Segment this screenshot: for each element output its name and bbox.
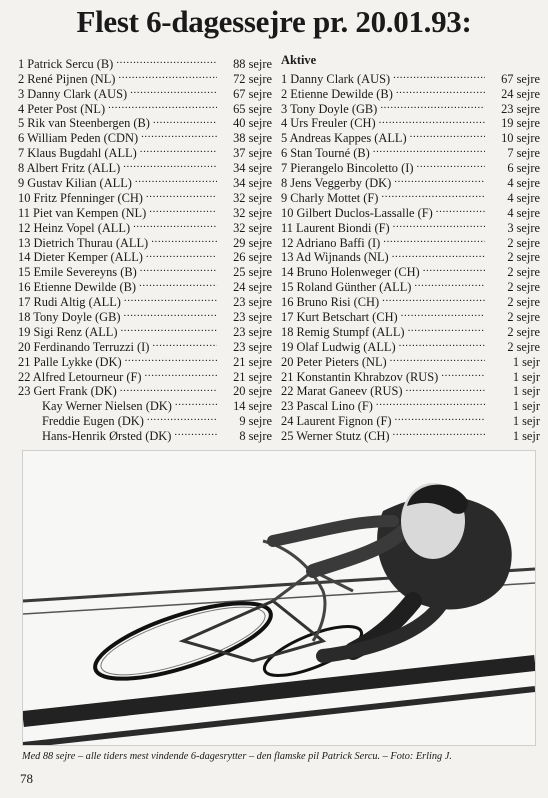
rider-name: 6 William Peden (CDN) [18, 131, 139, 146]
dot-leader [118, 68, 217, 83]
win-count: 1 sejr [512, 369, 540, 384]
rider-name: 14 Dieter Kemper (ALL) [18, 250, 143, 265]
win-count: 88 sejre [233, 56, 272, 71]
rider-name: 17 Kurt Betschart (CH) [281, 310, 398, 325]
win-count: 23 sejre [233, 310, 272, 325]
win-count: 4 sejre [507, 205, 540, 220]
cyclist-illustration [23, 451, 535, 745]
rider-name: 20 Ferdinando Terruzzi (I) [18, 339, 150, 354]
dot-leader [393, 425, 485, 440]
dot-leader [145, 366, 217, 381]
rider-name: 7 Klaus Bugdahl (ALL) [18, 146, 137, 161]
win-count: 24 sejre [233, 280, 272, 295]
win-count: 4 sejre [507, 190, 540, 205]
dot-leader [380, 98, 485, 113]
win-count: 21 sejre [233, 354, 272, 369]
rider-name: Freddie Eugen (DK) [42, 414, 144, 429]
win-count: 26 sejre [233, 250, 272, 265]
rider-name: 7 Pierangelo Bincoletto (I) [281, 161, 414, 176]
win-count: 6 sejre [507, 161, 540, 176]
dot-leader [108, 98, 217, 113]
cyclist-photo [22, 450, 536, 746]
dot-leader [175, 395, 217, 410]
win-count: 2 sejre [507, 324, 540, 339]
win-count: 2 sejre [507, 339, 540, 354]
win-count: 23 sejre [233, 324, 272, 339]
dot-leader [140, 261, 217, 276]
win-count: 29 sejre [233, 235, 272, 250]
rider-name: 16 Etienne Dewilde (B) [18, 280, 137, 295]
rider-name: 11 Piet van Kempen (NL) [18, 205, 147, 220]
rider-name: 5 Andreas Kappes (ALL) [281, 131, 407, 146]
rider-name: 11 Laurent Biondi (F) [281, 220, 390, 235]
win-count: 2 sejre [507, 310, 540, 325]
win-count: 34 sejre [233, 176, 272, 191]
rider-name: 12 Heinz Vopel (ALL) [18, 220, 131, 235]
dot-leader [423, 261, 485, 276]
win-count: 1 sejr [512, 429, 540, 444]
dot-leader [410, 127, 485, 142]
rider-name: 23 Pascal Lino (F) [281, 399, 373, 414]
win-count: 23 sejre [233, 339, 272, 354]
dot-leader [416, 157, 485, 172]
dot-leader [125, 351, 217, 366]
dot-leader [436, 202, 485, 217]
dot-leader [396, 83, 485, 98]
dot-leader [390, 351, 485, 366]
dot-leader [392, 247, 485, 262]
rider-name: 1 Danny Clark (AUS) [281, 71, 391, 86]
rider-name: Hans-Henrik Ørsted (DK) [42, 429, 172, 444]
win-count: 1 sejr [512, 354, 540, 369]
win-count: 1 sejr [512, 399, 540, 414]
rider-name: 9 Gustav Kilian (ALL) [18, 176, 132, 191]
win-count: 10 sejre [501, 131, 540, 146]
dot-leader [394, 410, 485, 425]
dot-leader [147, 410, 217, 425]
rider-name: 19 Olaf Ludwig (ALL) [281, 339, 396, 354]
list-item [281, 68, 540, 86]
win-count: 9 sejre [239, 414, 272, 429]
dot-leader [393, 68, 485, 83]
dot-leader [133, 217, 217, 232]
win-count: 23 sejre [501, 101, 540, 116]
dot-leader [124, 306, 218, 321]
rider-name: 4 Urs Freuler (CH) [281, 116, 376, 131]
win-count: 21 sejre [233, 369, 272, 384]
dot-leader [408, 321, 485, 336]
win-count: 34 sejre [233, 161, 272, 176]
win-count: 25 sejre [233, 265, 272, 280]
rider-name: 3 Tony Doyle (GB) [281, 101, 378, 116]
rider-name: 3 Danny Clark (AUS) [18, 86, 128, 101]
win-count: 72 sejre [233, 71, 272, 86]
win-count: 23 sejre [233, 295, 272, 310]
dot-leader [441, 366, 485, 381]
active-heading: Aktive [281, 53, 317, 67]
win-count: 38 sejre [233, 131, 272, 146]
dot-leader [174, 425, 217, 440]
dot-leader [130, 83, 217, 98]
rider-name: 13 Dietrich Thurau (ALL) [18, 235, 149, 250]
win-count: 1 sejr [512, 384, 540, 399]
win-count: 3 sejre [507, 220, 540, 235]
rider-name: 19 Sigi Renz (ALL) [18, 324, 118, 339]
dot-leader [393, 217, 485, 232]
dot-leader [151, 232, 217, 247]
win-count: 7 sejre [507, 146, 540, 161]
win-count: 8 sejre [239, 429, 272, 444]
win-count: 2 sejre [507, 280, 540, 295]
dot-leader [135, 172, 217, 187]
rider-name: 18 Remig Stumpf (ALL) [281, 324, 405, 339]
list-item [18, 53, 272, 71]
dot-leader [405, 381, 485, 396]
rider-name: 25 Werner Stutz (CH) [281, 429, 390, 444]
dot-leader [124, 291, 217, 306]
rider-name: 21 Palle Lykke (DK) [18, 354, 122, 369]
rider-name: 12 Adriano Baffi (I) [281, 235, 381, 250]
dot-leader [394, 172, 485, 187]
dot-leader [401, 306, 485, 321]
dot-leader [146, 247, 217, 262]
active-list [281, 53, 540, 444]
rider-name: 9 Charly Mottet (F) [281, 190, 379, 205]
rider-name: 22 Alfred Letourneur (F) [18, 369, 142, 384]
dot-leader [383, 232, 485, 247]
dot-leader [139, 276, 217, 291]
win-count: 19 sejre [501, 116, 540, 131]
rider-name: Kay Werner Nielsen (DK) [42, 399, 172, 414]
all-time-list [18, 53, 272, 444]
rider-name: 14 Bruno Holenweger (CH) [281, 265, 420, 280]
win-count: 2 sejre [507, 250, 540, 265]
dot-leader [123, 157, 217, 172]
win-count: 67 sejre [233, 86, 272, 101]
dot-leader [379, 113, 485, 128]
dot-leader [120, 381, 217, 396]
dot-leader [149, 202, 217, 217]
page-title: Flest 6-dagessejre pr. 20.01.93: [76, 4, 472, 39]
rider-name: 23 Gert Frank (DK) [18, 384, 117, 399]
win-count: 32 sejre [233, 190, 272, 205]
dot-leader [146, 187, 217, 202]
rider-name: 15 Emile Severeyns (B) [18, 265, 137, 280]
rider-name: 15 Roland Günther (ALL) [281, 280, 412, 295]
rider-name: 13 Ad Wijnands (NL) [281, 250, 389, 265]
photo-caption: Med 88 sejre – alle tiders mest vindende 6-dagesrytter – den flamske pil Patrick Sercu. – Foto: Erling J. [22, 751, 452, 762]
dot-leader [140, 142, 217, 157]
win-count: 65 sejre [233, 101, 272, 116]
rider-name: 8 Jens Veggerby (DK) [281, 176, 392, 191]
win-count: 1 sejr [512, 414, 540, 429]
dot-leader [153, 113, 217, 128]
dot-leader [116, 53, 217, 68]
dot-leader [414, 276, 485, 291]
win-count: 32 sejre [233, 205, 272, 220]
rider-name: 4 Peter Post (NL) [18, 101, 106, 116]
win-count: 2 sejre [507, 235, 540, 250]
rider-name: 17 Rudi Altig (ALL) [18, 295, 121, 310]
win-count: 2 sejre [507, 295, 540, 310]
dot-leader [382, 291, 485, 306]
dot-leader [141, 127, 217, 142]
win-count: 24 sejre [501, 86, 540, 101]
rider-name: 21 Konstantin Khrabzov (RUS) [281, 369, 439, 384]
win-count: 14 sejre [233, 399, 272, 414]
dot-leader [373, 142, 485, 157]
win-count: 2 sejre [507, 265, 540, 280]
rider-name: 6 Stan Tourné (B) [281, 146, 370, 161]
win-count: 20 sejre [233, 384, 272, 399]
rider-name: 2 René Pijnen (NL) [18, 71, 116, 86]
dot-leader [152, 336, 217, 351]
page-number: 78 [20, 771, 33, 786]
win-count: 40 sejre [233, 116, 272, 131]
dot-leader [399, 336, 485, 351]
win-count: 4 sejre [507, 176, 540, 191]
rider-name: 10 Gilbert Duclos-Lassalle (F) [281, 205, 433, 220]
dot-leader [381, 187, 485, 202]
win-count: 37 sejre [233, 146, 272, 161]
rider-name: 2 Etienne Dewilde (B) [281, 86, 393, 101]
rider-name: 8 Albert Fritz (ALL) [18, 161, 121, 176]
rider-name: 24 Laurent Fignon (F) [281, 414, 392, 429]
dot-leader [376, 395, 485, 410]
win-count: 67 sejre [501, 71, 540, 86]
rider-name: 16 Bruno Risi (CH) [281, 295, 380, 310]
rider-name: 22 Marat Ganeev (RUS) [281, 384, 403, 399]
rider-name: 20 Peter Pieters (NL) [281, 354, 387, 369]
dot-leader [120, 321, 217, 336]
win-count: 32 sejre [233, 220, 272, 235]
rider-name: 1 Patrick Sercu (B) [18, 56, 114, 71]
rider-name: 5 Rik van Steenbergen (B) [18, 116, 150, 131]
rider-name: 18 Tony Doyle (GB) [18, 310, 121, 325]
rider-name: 10 Fritz Pfenninger (CH) [18, 190, 143, 205]
